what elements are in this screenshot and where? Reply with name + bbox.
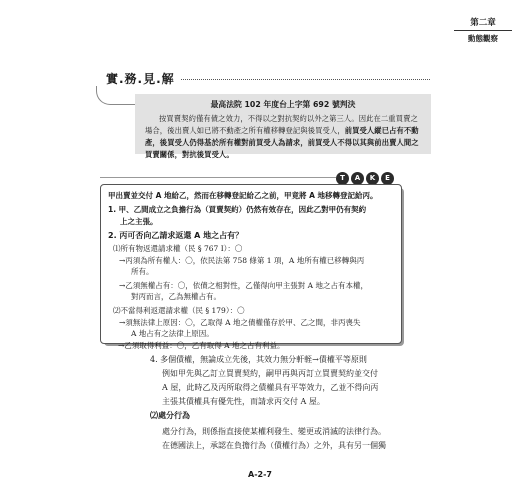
body-paragraph-5: 處分行為，則係指直接使某權利發生、變更或消滅的法律行為。 (162, 427, 386, 436)
body-paragraph-4: 主張其債權具有優先性，而請求丙交付 A 屋。 (162, 397, 325, 406)
example-a1: ⑴所有物返還請求權（民 § 767 Ⅰ）：〇 (113, 244, 243, 253)
take-letter: T (336, 172, 349, 185)
example-intro: 甲出賣並交付 A 地給乙，然而在移轉登記給乙之前，甲竟將 A 地移轉登記給丙。 (108, 191, 378, 200)
section-title: 實.務.見.解 (100, 70, 181, 88)
example-box (100, 184, 402, 344)
case-text-plain: 按買賣契約僅有債之效力，不得以之對抗契約以外之第三人。因此在二重買賣之場合，後出賣人如已將不動產之所有權移轉登記與後買受人， (145, 114, 418, 135)
example-a2-sub1: →須無法律上原因：〇，乙取得 A 地之債權僅存於甲、乙之間，非丙喪失 (119, 318, 361, 327)
take-letter: A (351, 172, 364, 185)
body-paragraph-1: 4. 多個債權，無論成立先後，其效力無分軒輊→債權平等原則 (150, 355, 367, 364)
case-text-bold: 前買受人縱已占有不動產，後買受人仍得基於所有權對前買受人為請求，前買受人不得以其與前出賣人間之買賣關係，對抗後買受人。 (145, 126, 419, 159)
example-a1-sub1: →丙須為所有權人：〇，依民法第 758 條第 1 項，A 地所有權已移轉與丙 (119, 256, 365, 265)
case-box (135, 94, 431, 159)
chapter-label: 第二章 (454, 18, 512, 31)
example-a2-sub1-cont: A 地占有之法律上原因。 (131, 329, 214, 338)
subsection-heading: ⑵處分行為 (150, 411, 190, 420)
body-paragraph-2: 例如甲先與乙訂立買賣契約，嗣甲再與丙訂立買賣契約並交付 (162, 369, 378, 378)
section-title-bracket (96, 86, 137, 105)
example-q2: 2. 丙可否向乙請求返還 A 地之占有？ (108, 231, 244, 240)
example-q1-cont: 上之主張。 (120, 217, 158, 226)
body-paragraph-3: A 屋，此時乙及丙所取得之債權具有平等效力，乙並不得向丙 (162, 383, 379, 392)
take-letter: K (366, 172, 379, 185)
example-a1-sub1-cont: 所有。 (131, 267, 154, 276)
case-title: 最高法院 102 年度台上字第 692 號判決 (210, 100, 356, 109)
body-paragraph-6: 在德國法上，承認在負擔行為（債權行為）之外，具有另一個獨 (162, 441, 386, 450)
example-a1-sub2-cont: 對丙而言，乙為無權占有。 (131, 292, 221, 301)
case-text (145, 113, 425, 161)
example-a2-sub2: →乙須取得利益：〇，乙有取得 A 地之占有利益。 (118, 341, 285, 350)
example-a2: ⑵不當得利返還請求權（民 § 179）：〇 (113, 306, 245, 315)
take-rule (100, 177, 336, 178)
example-q1: 1. 甲、乙間成立之負擔行為（買賣契約）仍然有效存在，因此乙對甲仍有契約 (108, 205, 367, 214)
page-number: A-2-7 (248, 470, 272, 479)
example-a1-sub2: →乙須無權占有：〇，依債之相對性，乙僅得向甲主張對 A 地之占有本權， (119, 281, 368, 290)
section-label: 動態觀察 (468, 34, 498, 43)
chapter-header (454, 18, 512, 44)
take-letter: E (381, 172, 394, 185)
